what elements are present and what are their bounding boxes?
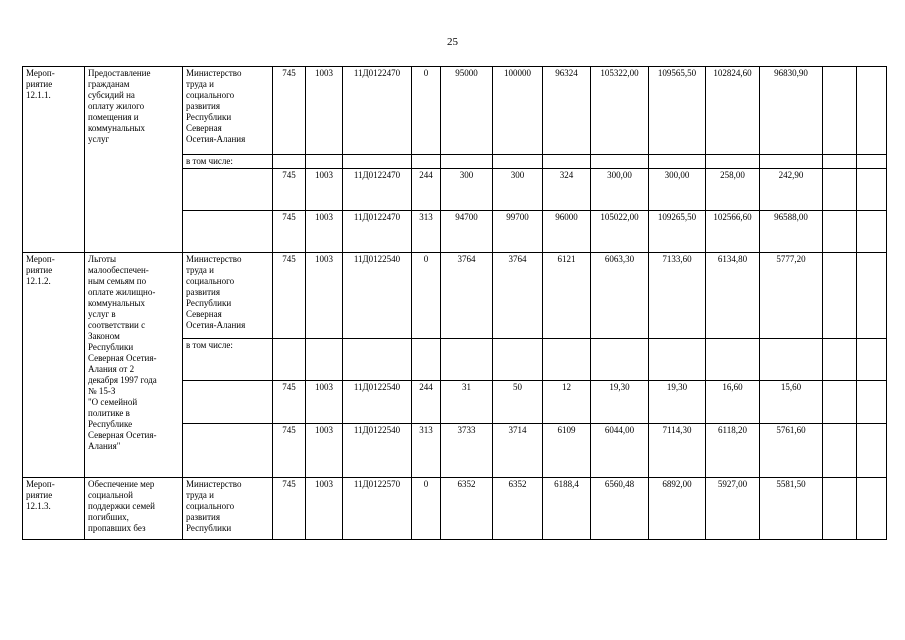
rzpr-cell: 1003 — [306, 67, 343, 155]
empty-cell — [183, 381, 273, 424]
value-cell: 3764 — [441, 253, 493, 339]
value-cell: 109265,50 — [649, 211, 706, 253]
value-cell: 324 — [543, 169, 591, 211]
rzpr-cell: 1003 — [306, 478, 343, 540]
csr-cell: 11Д0122540 — [343, 424, 412, 478]
empty-cell — [441, 339, 493, 381]
value-cell — [857, 253, 887, 339]
grbs-cell: 745 — [273, 424, 306, 478]
value-cell — [857, 381, 887, 424]
value-cell: 6044,00 — [591, 424, 649, 478]
value-cell: 102566,60 — [706, 211, 760, 253]
empty-cell — [543, 339, 591, 381]
value-cell: 7114,30 — [649, 424, 706, 478]
empty-cell — [273, 155, 306, 169]
value-cell: 6188,4 — [543, 478, 591, 540]
vr-cell: 244 — [412, 169, 441, 211]
value-cell — [857, 424, 887, 478]
grbs-cell: 745 — [273, 381, 306, 424]
value-cell: 15,60 — [760, 381, 823, 424]
empty-cell — [857, 339, 887, 381]
value-cell — [823, 169, 857, 211]
value-cell: 5581,50 — [760, 478, 823, 540]
empty-cell — [183, 169, 273, 211]
empty-cell — [591, 155, 649, 169]
including-label: в том числе: — [183, 339, 273, 381]
value-cell: 102824,60 — [706, 67, 760, 155]
table-row — [23, 67, 887, 155]
rzpr-cell: 1003 — [306, 381, 343, 424]
value-cell: 6560,48 — [591, 478, 649, 540]
empty-cell — [823, 155, 857, 169]
value-cell: 19,30 — [591, 381, 649, 424]
value-cell: 258,00 — [706, 169, 760, 211]
empty-cell — [183, 211, 273, 253]
empty-cell — [760, 155, 823, 169]
empty-cell — [823, 339, 857, 381]
vr-cell: 244 — [412, 381, 441, 424]
rzpr-cell: 1003 — [306, 424, 343, 478]
grbs-cell: 745 — [273, 478, 306, 540]
empty-cell — [306, 155, 343, 169]
value-cell: 105322,00 — [591, 67, 649, 155]
value-cell: 96588,00 — [760, 211, 823, 253]
budget-table — [22, 66, 887, 540]
vr-cell: 313 — [412, 424, 441, 478]
value-cell: 6109 — [543, 424, 591, 478]
value-cell — [857, 169, 887, 211]
empty-cell — [543, 155, 591, 169]
activity-code: Мероп- риятие 12.1.3. — [23, 478, 85, 540]
value-cell: 6063,30 — [591, 253, 649, 339]
csr-cell: 11Д0122470 — [343, 67, 412, 155]
grbs-cell: 745 — [273, 169, 306, 211]
value-cell: 16,60 — [706, 381, 760, 424]
empty-cell — [493, 155, 543, 169]
value-cell: 100000 — [493, 67, 543, 155]
value-cell: 7133,60 — [649, 253, 706, 339]
value-cell: 5777,20 — [760, 253, 823, 339]
activity-code: Мероп- риятие 12.1.2. — [23, 253, 85, 478]
csr-cell: 11Д0122570 — [343, 478, 412, 540]
value-cell: 6352 — [441, 478, 493, 540]
value-cell: 300,00 — [591, 169, 649, 211]
including-label: в том числе: — [183, 155, 273, 169]
empty-cell — [760, 339, 823, 381]
activity-name: Обеспечение мер социальной поддержки семей погибших, пропавших без — [85, 478, 183, 540]
value-cell: 6121 — [543, 253, 591, 339]
csr-cell: 11Д0122540 — [343, 381, 412, 424]
value-cell: 3714 — [493, 424, 543, 478]
vr-cell: 0 — [412, 67, 441, 155]
value-cell: 96324 — [543, 67, 591, 155]
value-cell — [823, 478, 857, 540]
executor-cell: Министерство труда и социального развития Республики — [183, 478, 273, 540]
grbs-cell: 745 — [273, 211, 306, 253]
value-cell: 300,00 — [649, 169, 706, 211]
empty-cell — [412, 155, 441, 169]
value-cell: 12 — [543, 381, 591, 424]
value-cell: 6352 — [493, 478, 543, 540]
value-cell: 109565,50 — [649, 67, 706, 155]
table-row — [23, 478, 887, 540]
empty-cell — [412, 339, 441, 381]
executor-cell: Министерство труда и социального развития Республики Северная Осетия-Алания — [183, 67, 273, 155]
vr-cell: 313 — [412, 211, 441, 253]
value-cell: 19,30 — [649, 381, 706, 424]
value-cell — [857, 211, 887, 253]
empty-cell — [273, 339, 306, 381]
value-cell: 3764 — [493, 253, 543, 339]
csr-cell: 11Д0122540 — [343, 253, 412, 339]
value-cell: 6134,80 — [706, 253, 760, 339]
value-cell: 50 — [493, 381, 543, 424]
value-cell: 3733 — [441, 424, 493, 478]
vr-cell: 0 — [412, 478, 441, 540]
empty-cell — [649, 339, 706, 381]
activity-name: Льготы малообеспечен- ным семьям по оплате жилищно- коммунальных услуг в соответствии с Законом Республики Северная Осетия- Алания от 2 декабря 1997 года № 15-З "О семейной политике в Республике Северная Осетия- Алания" — [85, 253, 183, 478]
value-cell — [823, 253, 857, 339]
value-cell: 96000 — [543, 211, 591, 253]
rzpr-cell: 1003 — [306, 211, 343, 253]
value-cell — [823, 424, 857, 478]
vr-cell: 0 — [412, 253, 441, 339]
empty-cell — [493, 339, 543, 381]
empty-cell — [441, 155, 493, 169]
activity-name: Предоставление гражданам субсидий на оплату жилого помещения и коммунальных услуг — [85, 67, 183, 253]
empty-cell — [591, 339, 649, 381]
value-cell: 6892,00 — [649, 478, 706, 540]
value-cell: 96830,90 — [760, 67, 823, 155]
empty-cell — [649, 155, 706, 169]
grbs-cell: 745 — [273, 253, 306, 339]
value-cell: 95000 — [441, 67, 493, 155]
value-cell: 99700 — [493, 211, 543, 253]
value-cell: 5927,00 — [706, 478, 760, 540]
value-cell: 300 — [441, 169, 493, 211]
value-cell: 105022,00 — [591, 211, 649, 253]
value-cell: 5761,60 — [760, 424, 823, 478]
empty-cell — [857, 155, 887, 169]
empty-cell — [343, 339, 412, 381]
empty-cell — [183, 424, 273, 478]
value-cell: 6118,20 — [706, 424, 760, 478]
empty-cell — [306, 339, 343, 381]
value-cell: 242,90 — [760, 169, 823, 211]
value-cell: 300 — [493, 169, 543, 211]
empty-cell — [706, 155, 760, 169]
value-cell: 31 — [441, 381, 493, 424]
page-number: 25 — [447, 36, 458, 48]
csr-cell: 11Д0122470 — [343, 211, 412, 253]
value-cell — [857, 67, 887, 155]
rzpr-cell: 1003 — [306, 253, 343, 339]
activity-code: Мероп- риятие 12.1.1. — [23, 67, 85, 253]
grbs-cell: 745 — [273, 67, 306, 155]
value-cell — [823, 381, 857, 424]
value-cell — [823, 67, 857, 155]
rzpr-cell: 1003 — [306, 169, 343, 211]
executor-cell: Министерство труда и социального развития Республики Северная Осетия-Алания — [183, 253, 273, 339]
empty-cell — [343, 155, 412, 169]
value-cell — [857, 478, 887, 540]
table-row — [23, 253, 887, 339]
value-cell: 94700 — [441, 211, 493, 253]
csr-cell: 11Д0122470 — [343, 169, 412, 211]
value-cell — [823, 211, 857, 253]
empty-cell — [706, 339, 760, 381]
